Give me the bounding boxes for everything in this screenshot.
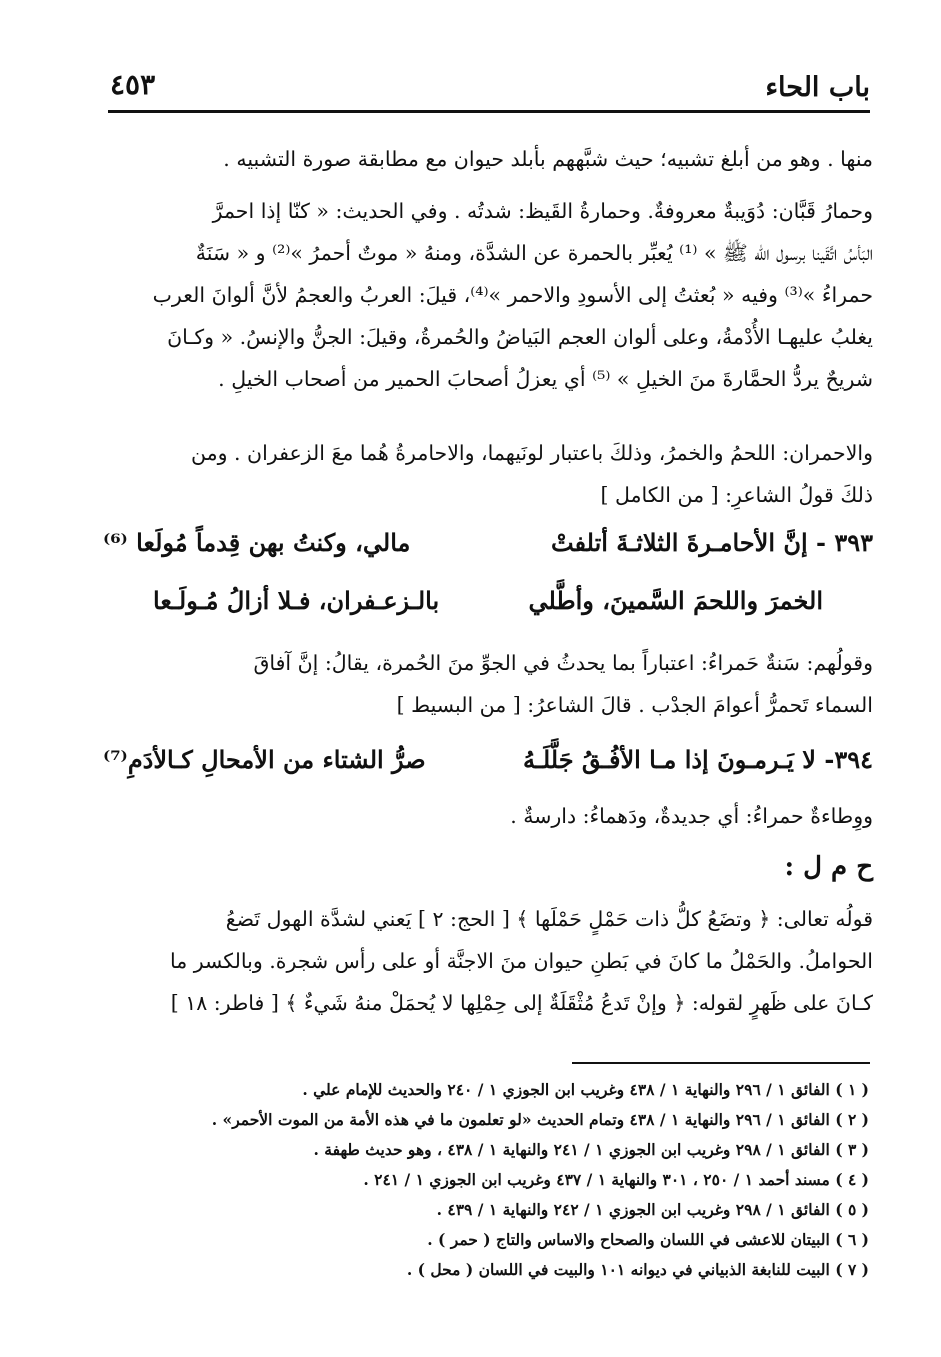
verse-number: ٣٩٣ -: [816, 528, 873, 557]
footnote-7: ( ٧ ) البيت للنابغة الذبياني في ديوانه ١٠١ والبيت في اللسان ( محل ) .: [406, 1260, 869, 1279]
verse-393-line-1: [103, 528, 873, 572]
text-line: وحمارُ قَبَّان: دُوَيبةٌ معروفةٌ. وحمارةُ القَيظ: شدتُه . وفي الحديث: « كنّا إذا احمرَّ: [212, 199, 873, 223]
footnote-5: ( ٥ ) الفائق ١ / ٢٩٨ وغريب ابن الجوزي ١ / ٢٤٢ والنهاية ١ / ٤٣٩ .: [436, 1200, 869, 1219]
verse-393-fourth-hemistich: بالـزعـفران، فـلا أزالُ مُـولَـعا: [153, 586, 440, 615]
verse-393-line-2: [103, 586, 873, 630]
text-line: السماء تَحمرُّ أعوامَ الجدْب . قالَ الشاعرُ: [ من البسيط ]: [396, 693, 873, 717]
text-line: يغلبُ عليهـا الأُدْمةُ، وعلى ألوان العجم البَياضُ والحُمرةُ، وقيلَ: الجنُّ والإنسُ. « وكـانَ: [167, 325, 873, 349]
paragraph-6: [103, 898, 873, 1024]
text-line: الحواملُ. والحَمْلُ ما كانَ في بَطنِ حيوان منَ الاجنَّة أو على رأس شجرة. وبالكسر ما: [169, 949, 873, 973]
hemistich-text: لا يَـرمـونَ إذا مـا الأفُـقُ جَلَّلَـهُ: [522, 745, 816, 774]
text-line: حمراءُ »⁽³⁾ وفيه « بُعثتُ إلى الأسودِ والاحمر »⁽⁴⁾، قيلَ: العربُ والعجمُ لأنَّ ألوانَ العرب: [152, 283, 873, 307]
text-line: ذلكَ قولُ الشاعرِ: [ من الكامل ]: [600, 483, 873, 507]
verse-394-first-hemistich: [523, 745, 873, 774]
text-line: والاحمران: اللحمُ والخمرُ، وذلكَ باعتبار لونَيهما، والاحامرةُ هُما معَ الزعفران . ومن: [190, 441, 873, 465]
text-line: قولُه تعالى: ﴿ وتضَعُ كلُّ ذات حَمْلٍ حَمْلَها ﴾ [ الحج: ٢ ] يَعني لشدَّة الهول تَضعُ: [225, 907, 873, 931]
paragraph-4: [103, 642, 873, 726]
verse-number: ٣٩٤-: [824, 745, 873, 774]
verse-393-first-hemistich: [551, 528, 873, 557]
footnotes: [109, 1075, 869, 1285]
text-line: وقولُهم: سَنةٌ حَمراءُ: اعتباراً بما يحدثُ في الجوِّ منَ الحُمرة، يقالُ: إنَّ آفاقَ: [253, 651, 873, 675]
hemistich-text: إنَّ الأحامـرةَ الثلاثـةَ أتلفتْ: [550, 528, 808, 557]
verse-394-second-hemistich: صرُّ الشتاء من الأمحالِ كـالأدَمِ⁽⁷⁾: [103, 745, 426, 774]
footnote-3: ( ٣ ) الفائق ١ / ٢٩٨ وغريب ابن الجوزي ١ / ٢٤١ والنهاية ١ / ٤٣٨ ، وهو حديث طهفة .: [313, 1140, 869, 1159]
footnote-2: ( ٢ ) الفائق ١ / ٢٩٦ والنهاية ١ / ٤٣٨ وتمام الحديث «لو تعلمون ما في هذه الأمة من الموت الأحمر» .: [211, 1110, 869, 1129]
text-line: كـانَ على ظَهرٍ لقوله: ﴿ وإنْ تَدعُ مُثْقَلَةٌ إلى حِمْلِها لا يُحمَلْ منهُ شَيءٌ ﴾ [ فاطر: ١٨ ]: [170, 991, 873, 1015]
paragraph-1: [103, 138, 873, 180]
text-line: البَأسُ اتَّقَينا برسول الله ﷺ » ⁽¹⁾ يُعبِّر بالحمرة عن الشدَّة، ومنهُ « موتٌ أحمرُ »⁽²⁾ و « سَنَةٌ: [195, 241, 873, 265]
verse-393-third-hemistich: الخمرَ واللحمَ السَّمينَ، وأطَّلي: [528, 586, 823, 615]
verse-394: [103, 745, 873, 789]
footnote-4: ( ٤ ) مسند أحمد ١ / ٢٥٠ ، ٣٠١ والنهاية ١ / ٤٣٧ وغريب ابن الجوزي ١ / ٢٤١ .: [363, 1170, 869, 1189]
page-header: [110, 58, 870, 108]
paragraph-3: [103, 432, 873, 516]
section-heading: ح م ل :: [784, 852, 873, 882]
page-number: ٤٥٣: [110, 68, 156, 101]
text-line: ووِطاءةٌ حمراءُ: أي جديدةٌ، ودَهماءُ: دارسةٌ .: [510, 804, 873, 828]
footnote-1: ( ١ ) الفائق ١ / ٢٩٦ والنهاية ١ / ٤٣٨ وغريب ابن الجوزي ١ / ٢٤٠ والحديث للإمام علي .: [302, 1080, 869, 1099]
paragraph-5: [103, 795, 873, 837]
header-rule: [108, 110, 870, 113]
text-line: شريحٌ يردُّ الحمَّارةَ منَ الخيلِ » ⁽⁵⁾ أي يعزلُ أصحابَ الحمير من أصحاب الخيلِ .: [218, 367, 873, 391]
text-line: منها . وهو من أبلغ تشبيه؛ حيث شبَّههم بأبلد حيوان مع مطابقة صورة التشبيه .: [223, 147, 873, 171]
paragraph-2: [103, 190, 873, 400]
footnote-rule: [572, 1062, 870, 1064]
verse-393-second-hemistich: مالي، وكنتُ بهن قِدماً مُولَعا ⁽⁶⁾: [103, 528, 411, 557]
footnote-6: ( ٦ ) البيتان للاعشى في اللسان والصحاح والاساس والتاج ( حمر ) .: [427, 1230, 869, 1249]
chapter-title: باب الحاء: [765, 72, 870, 103]
